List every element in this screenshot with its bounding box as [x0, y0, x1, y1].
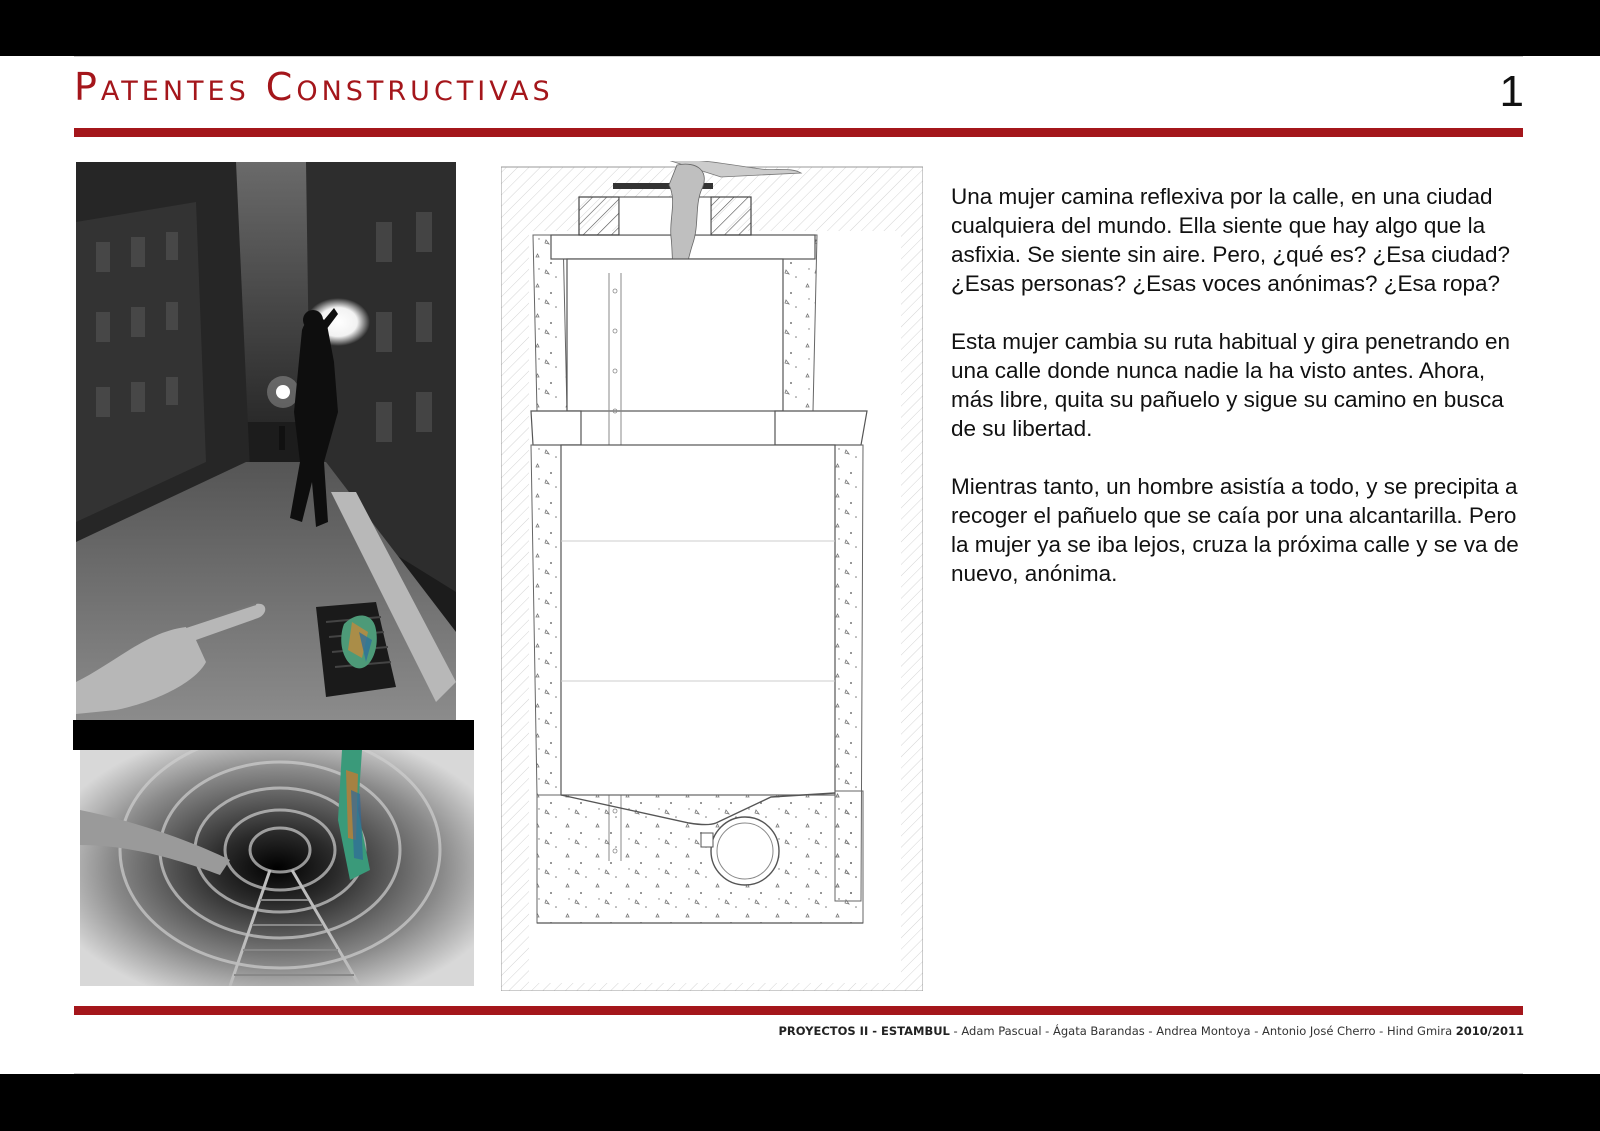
page-number: 1	[1499, 67, 1524, 116]
sewer-tunnel-photo	[80, 750, 474, 986]
footer-authors: - Adam Pascual - Ágata Barandas - Andrea Montoya - Antonio José Cherro - Hind Gmira	[949, 1024, 1456, 1038]
footer-year: 2010/2011	[1455, 1024, 1524, 1038]
story-text	[951, 182, 1531, 617]
bottom-hairline	[74, 1073, 1523, 1074]
collage-divider-band	[73, 720, 474, 750]
street-collage-photo	[76, 162, 456, 722]
manhole-section-drawing	[501, 161, 923, 991]
slide-page	[0, 56, 1600, 1074]
page-title: Patentes Constructivas	[74, 65, 554, 109]
story-paragraph-2: Esta mujer cambia su ruta habitual y gira penetrando en una calle donde nunca nadie la ha visto antes. Ahora, más libre, quita su pañuelo y sigue su camino en busca de su libertad.	[951, 329, 1511, 441]
footer-rule	[74, 1006, 1523, 1015]
footer-course: PROYECTOS II - ESTAMBUL	[778, 1024, 950, 1038]
top-hairline	[74, 56, 1523, 57]
story-paragraph-3: Mientras tanto, un hombre asistía a todo, y se precipita a recoger el pañuelo que se caía por una alcantarilla. Pero la mujer ya se iba lejos, cruza la próxima calle y se va de nuevo, anónima.	[951, 474, 1519, 586]
story-paragraph-1: Una mujer camina reflexiva por la calle, en una ciudad cualquiera del mundo. Ella siente que hay algo que la asfixia. Se siente sin aire. Pero, ¿qué es? ¿Esa ciudad? ¿Esas personas? ¿Esas voces anónimas? ¿Esa ropa?	[951, 184, 1511, 296]
footer-credits	[779, 1024, 1525, 1038]
title-rule	[74, 128, 1523, 137]
